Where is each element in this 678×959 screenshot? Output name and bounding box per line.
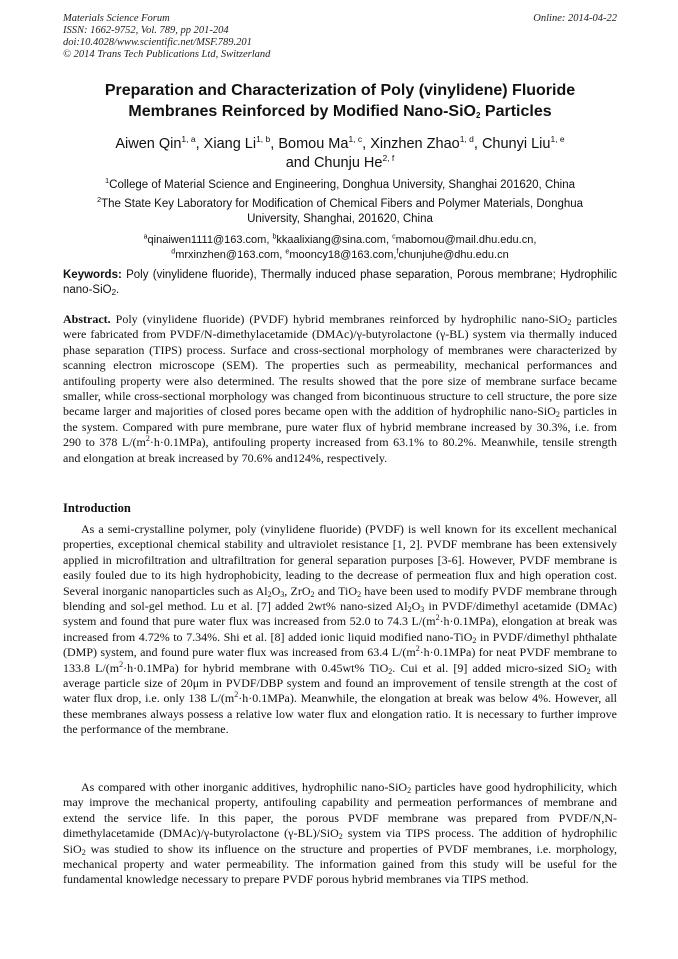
author-name: Chunju He (313, 155, 383, 171)
author-name: Bomou Ma (278, 136, 349, 152)
affiliation-text-2: University, Shanghai, 201620, China (247, 213, 433, 225)
title-line-1: Preparation and Characterization of Poly (vinylidene) Fluoride (104, 82, 576, 99)
email-e[interactable]: mooncy18@163.com, (289, 249, 397, 261)
author-affil: 2, f (382, 153, 395, 164)
email-a[interactable]: qinaiwen1111@163.com, (147, 234, 270, 246)
author-connector: and (285, 155, 314, 171)
keywords-text: Poly (vinylidene fluoride), Thermally induced phase separation, Porous membrane; Hydrophilic nano-SiO (63, 269, 617, 296)
title-line-2 (63, 101, 617, 122)
email-block: $^a$qinaiwen1111@163.com, $^b$kkaalixiang@sina.com, $^c$mabomou@mail.dhu.edu.cn, $^d$mrxinzhen@163.com, $^e$mooncy18@163.com,$^f$chunjuhe@dhu.edu.cn (143, 233, 537, 261)
title-text: Membranes Reinforced by Modified Nano-SiO (128, 103, 476, 120)
keywords-label: Keywords: (63, 269, 122, 281)
affiliation-text: The State Key Laboratory for Modification of Chemical Fibers and Polymer Materials, Donghua (101, 198, 584, 210)
author-name: Aiwen Qin (115, 136, 182, 152)
affiliation-2 (63, 197, 617, 227)
intro-paragraph-2: As compared with other inorganic additives, hydrophilic nano-SiO$_2$ particles have good hydrophilicity, which may improve the mechanical property, antifouling capability and permeation performances of membrane and extend the service life. In this paper, the porous PVDF membrane was prepared from PVDF/N,N-dimethylacetamide (DMAc)/γ-butyrolactone (γ-BL)/SiO$_2$ system via TIPS process. The addition of hydrophilic SiO$_2$ was studied to show its influence on the structure and properties of PVDF membranes, i.e. morphology, mechanical property and water permeability. The information gained from this study will be useful for the fundamental knowledge necessary to prepare PVDF porous hybrid membranes via TIPS method. (63, 780, 617, 887)
abstract: Abstract. Poly (vinylidene fluoride) (PVDF) hybrid membranes reinforced by hydrophilic nano-SiO$_2$ particles were fabricated from PVDF/N-dimethylacetamide (DMAc)/γ-butyrolactone (γ-BL) system via thermally induced phase separation (TIPS) process. Surface and cross-sectional morphology of membranes were characterized by scanning electron microscope (SEM). The properties such as permeability, mechanical performances and antifouling property were also determined. The results showed that the pore size of membrane surface became smaller, while cross-sectional morphology was changed from bicontinuous structure to cell structure, the pore size became larger and majorities of closed pores became open with the addition of hydrophilic nano-SiO$_2$ particles in the system. Compared with pure membrane, pure water flux of hybrid membrane increased by 30.3%, i.e. from 290 to 378 $L/(m^2\cdot h\cdot 0.1MPa)$, antifouling property increased from 63.1% to 80.2%. Meanwhile, tensile strength and elongation at break increased by 70.6% and124%, respectively. (63, 312, 618, 465)
section-heading-introduction: Introduction (63, 501, 131, 515)
email-c[interactable]: mabomou@mail.dhu.edu.cn, (395, 234, 537, 246)
abstract-label: Abstract. (63, 312, 111, 326)
author-affil: 1, b (256, 134, 271, 145)
paper-title (63, 80, 617, 122)
journal-header (63, 13, 617, 61)
author-name: Xinzhen Zhao (370, 136, 460, 152)
doi-line: doi:10.4028/www.scientific.net/MSF.789.201 (63, 37, 252, 48)
affiliation-marker: 1 (104, 176, 110, 186)
affiliation-1 (63, 178, 617, 193)
author-name: Chunyi Liu (481, 136, 551, 152)
journal-name: Materials Science Forum (63, 13, 170, 24)
author-list: Aiwen Qin$^{1, a}$, Xiang Li$^{1, b}$, Bomou Ma$^{1, c}$, Xinzhen Zhao$^{1, d}$, Chunyi Liu$^{1, e}$ and Chunju He$^{2, f}$ (115, 134, 565, 171)
online-date: Online: 2014-04-22 (533, 13, 617, 24)
copyright-line: © 2014 Trans Tech Publications Ltd, Switzerland (63, 49, 271, 60)
title-subscript: 2 (476, 111, 481, 120)
affiliation-marker: 2 (96, 195, 102, 205)
author-name: Xiang Li (203, 136, 257, 152)
affiliation-text: College of Material Science and Engineering, Donghua University, Shanghai 201620, China (109, 179, 575, 191)
title-text-end: Particles (480, 103, 552, 120)
intro-paragraph-1: As a semi-crystalline polymer, poly (vinylidene fluoride) (PVDF) is well known for its excellent mechanical properties, exceptional chemical stability and ultraviolet resistance [1, 2]. PVDF membrane has been extensively applied in microfiltration and ultrafiltration for general separation purposes [3-6]. However, PVDF membrane is easily fouled due to its high hydrophobicity, leading to the decrease of permeation flux and high operation cost. Several inorganic nanoparticles such as $Al_2O_3$, ZrO$_2$ and TiO$_2$ have been used to modify PVDF membrane through blending and sol-gel method. Lu et al. [7] added 2wt% nano-sized $Al_2O_3$ in PVDF/dimethyl acetamide (DMAc) system and found that pure water flux was increased from 52.0 to 74.3 $L/(m^2\cdot h\cdot 0.1MPa)$, elongation at break was increased from 4.72% to 7.34%. Shi et al. [8] added ionic liquid modified nano-TiO$_2$ in PVDF/dimethyl phthalate (DMP) system, and found pure water flux was increased from 63.4 $L/(m^2\cdot h\cdot 0.1MPa)$ for neat PVDF membrane to 133.8 $L/(m^2\cdot h\cdot 0.1MPa)$ for hybrid membrane with 0.45wt% TiO$_2$. Cui et al. [9] added micro-sized SiO$_2$ with average particle size of 20μm in PVDF/DBP system and found an improvement of tensile strength at the cost of water flux drop, i.e. only 138 $L/(m^2\cdot h\cdot 0.1MPa)$. Meanwhile, the elongation at break was below 4%. However, all these membranes always possess a relative low water flux and elongation ratio. It is necessary to further improve the performance of the membrane. (63, 522, 617, 737)
email-f[interactable]: chunjuhe@dhu.edu.cn (398, 249, 509, 261)
author-affil: 1, c (348, 134, 363, 145)
email-b[interactable]: kkaalixiang@sina.com, (276, 234, 390, 246)
author-affil: 1, a (181, 134, 196, 145)
author-affil: 1, e (550, 134, 565, 145)
issn-line: ISSN: 1662-9752, Vol. 789, pp 201-204 (63, 25, 229, 36)
email-d[interactable]: mrxinzhen@163.com, (175, 249, 283, 261)
author-affil: 1, d (459, 134, 474, 145)
keywords: Keywords: Poly (vinylidene fluoride), Thermally induced phase separation, Porous membrane; Hydrophilic nano-SiO$_2$. (63, 269, 617, 297)
